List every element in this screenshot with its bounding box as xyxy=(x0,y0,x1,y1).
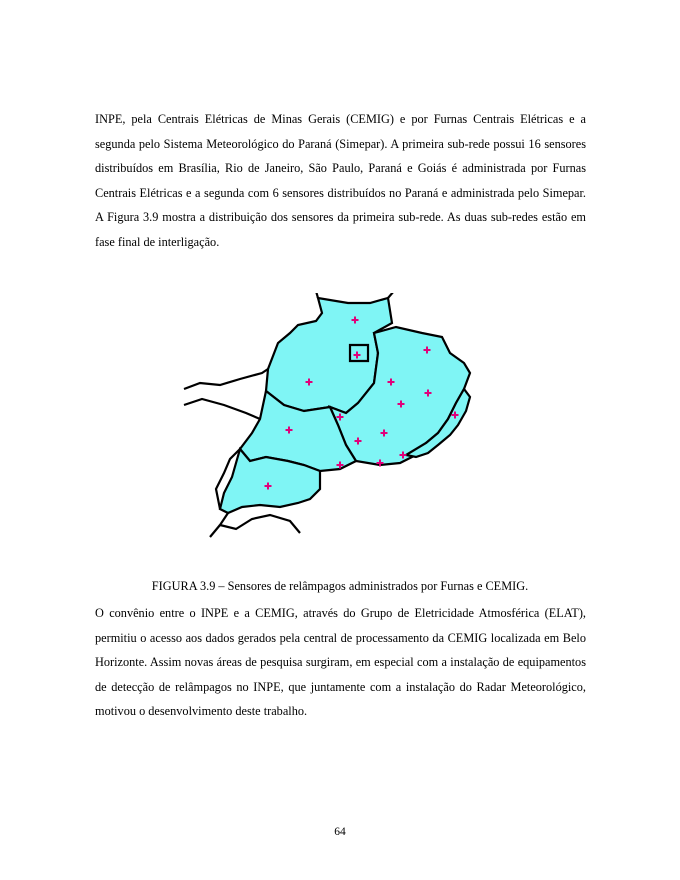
map-border-northeast xyxy=(388,293,394,298)
map-border-west xyxy=(184,369,268,389)
map-border-south-2 xyxy=(210,525,220,537)
map-border-south xyxy=(220,513,300,533)
sensor-map-figure xyxy=(180,293,480,543)
page-number: 64 xyxy=(334,826,346,838)
body-paragraph-2: O convênio entre o INPE e a CEMIG, através do Grupo de Eletricidade Atmosférica (ELAT), permitiu o acesso aos dados gerados pela central de processamento da CEMIG localizada em Belo Horizonte. Assim novas áreas de pesquisa surgiram, em especial com a instalação de equipamentos de detecção de relâmpagos no INPE, que juntamente com a instalação do Radar Meteorológico, motivou o desenvolvimento deste trabalho. xyxy=(95,606,586,719)
figure-caption: FIGURA 3.9 – Sensores de relâmpagos administrados por Furnas e CEMIG. xyxy=(151,579,529,594)
map-border-north xyxy=(316,293,318,298)
body-paragraph-1: INPE, pela Centrais Elétricas de Minas Gerais (CEMIG) e por Furnas Centrais Elétricas e a segunda pelo Sistema Meteorológico do Paraná (Simepar). A primeira sub-rede possui 16 sensores distribuídos em Brasília, Rio de Janeiro, São Paulo, Paraná e Goiás é administrada por Furnas Centrais Elétricas e a segunda com 6 sensores distribuídos no Paraná e administrada pelo Simepar. A Figura 3.9 mostra a distribuição dos sensores da primeira sub-rede. As duas sub-redes estão em fase final de interligação. xyxy=(95,112,586,249)
map-border-west-2 xyxy=(184,399,260,419)
map-region-federal-district xyxy=(350,345,368,361)
